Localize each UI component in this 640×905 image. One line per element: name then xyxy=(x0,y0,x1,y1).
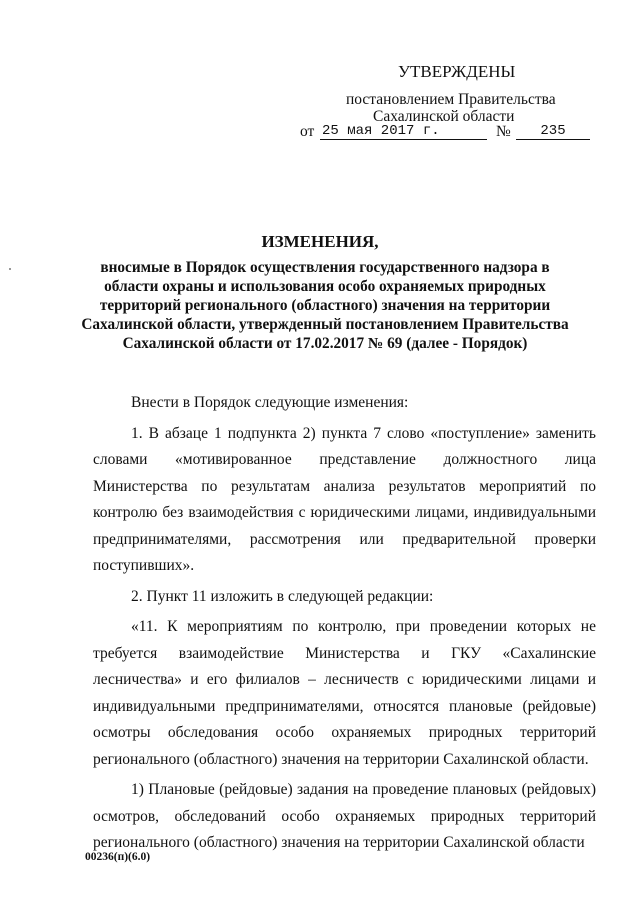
number-prefix: № xyxy=(496,123,511,140)
document-subheading: вносимые в Порядок осуществления государственного надзора в области охраны и использования особо охраняемых природных территорий регионального (областного) значения на территории Сахалинской области, утвержденный постановлением Правительства Сахалинской области от 17.02.2017 № 69 (далее - Порядок) xyxy=(81,259,569,352)
footer-code: 00236(п)(6.0) xyxy=(85,851,151,863)
date-prefix: от xyxy=(300,123,315,140)
approval-date: 25 мая 2017 г. xyxy=(320,123,487,140)
document-heading: ИЗМЕНЕНИЯ, xyxy=(261,232,379,251)
approval-line-1: постановлением Правительства xyxy=(346,91,556,108)
approval-title: УТВЕРЖДЕНЫ xyxy=(398,62,516,81)
paragraph-item-2: 2. Пункт 11 изложить в следующей редакции: xyxy=(131,587,434,605)
approval-date-number-row xyxy=(300,123,600,145)
approval-line-2: Сахалинской области xyxy=(373,108,515,125)
scan-speck xyxy=(9,268,11,270)
paragraph-item-1: 1. В абзаце 1 подпункта 2) пункта 7 слово «поступление» заменить словами «мотивированное представление должностного лица Министерства по результатам анализа результатов мероприятий по контролю без взаимодействия с юридическими лицами, индивидуальными предпринимателями, рассмотрения или предварительной проверки поступивших». xyxy=(93,424,596,574)
paragraph-subpoint-1: 1) Плановые (рейдовые) задания на проведение плановых (рейдовых) осмотров, обследований особо охраняемых природных территорий регионального (областного) значения на территории Сахалинской области xyxy=(93,781,596,851)
paragraph-point-11: «11. К мероприятиям по контролю, при проведении которых не требуется взаимодействие Министерства и ГКУ «Сахалинские лесничества» и его филиалов – лесничеств с юридическими лицами и индивидуальными предпринимателями, относятся плановые (рейдовые) осмотры обследования особо охраняемых природных территорий регионального (областного) значения на территории Сахалинской области. xyxy=(93,618,596,768)
document-body xyxy=(93,390,596,857)
approval-number: 235 xyxy=(516,123,590,140)
paragraph-intro: Внести в Порядок следующие изменения: xyxy=(131,394,409,411)
